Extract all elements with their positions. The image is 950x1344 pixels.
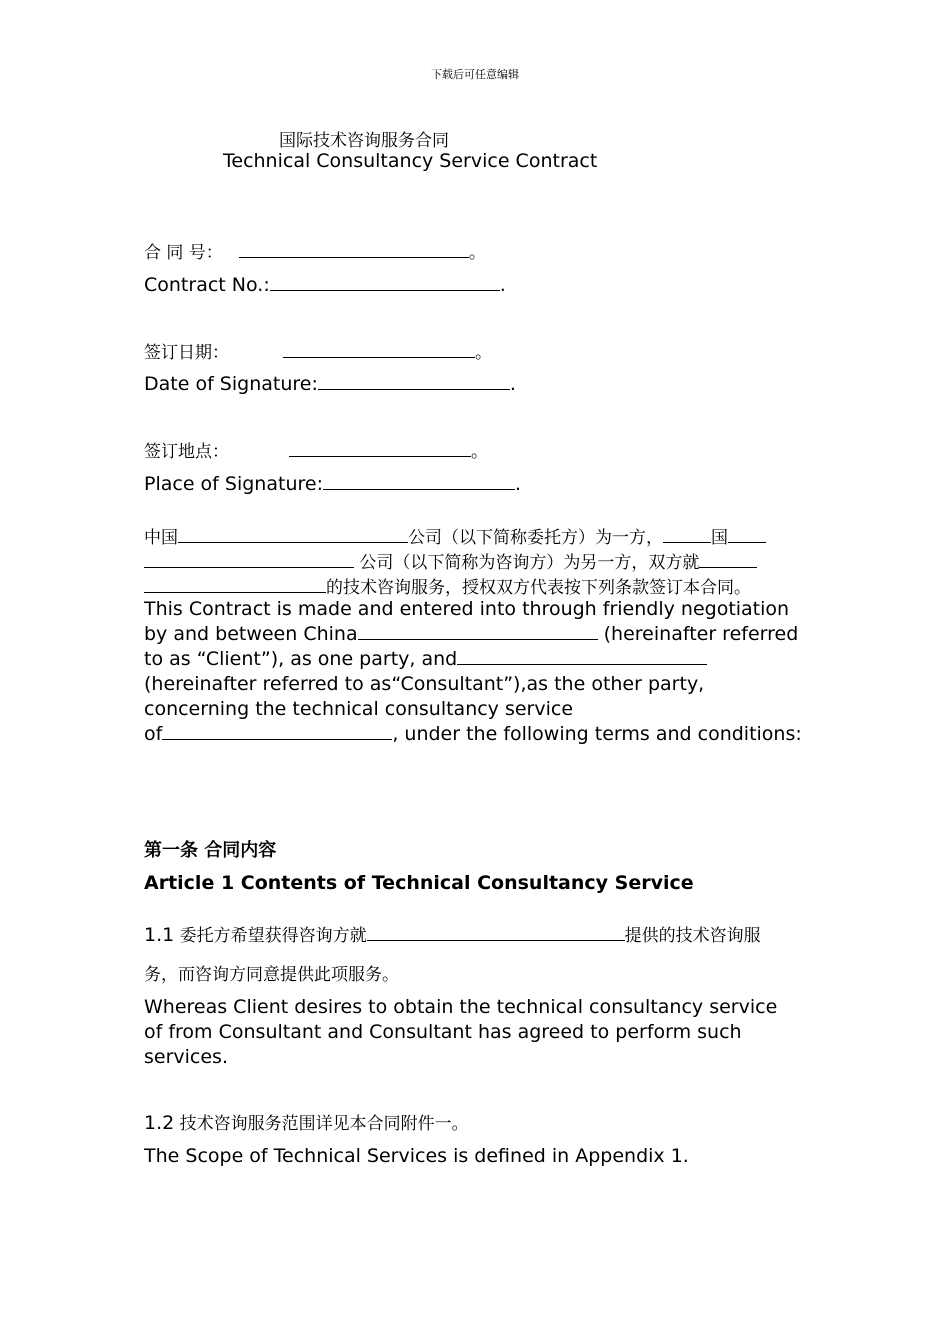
intro-en-text: (hereinafter referred (597, 623, 799, 645)
service-subject-blank-b[interactable] (144, 591, 326, 593)
place-cn-end: 。 (471, 442, 488, 462)
intro-cn-line-3 (144, 573, 751, 598)
date-cn-label: 签订日期： (144, 343, 229, 363)
intro-cn-line-2 (144, 548, 757, 573)
place-cn-blank[interactable] (289, 455, 471, 457)
place-cn-label: 签订地点： (144, 442, 229, 462)
intro-cn-text: 公司（以下简称委托方）为一方， (408, 528, 663, 548)
header-note: 下载后可任意编辑 (431, 68, 519, 81)
consultant-name-blank-a[interactable] (728, 541, 766, 543)
item-number: 1.1 (144, 924, 175, 946)
intro-en-line-1 (144, 598, 789, 620)
contract-no-en-end: . (499, 274, 506, 296)
article-1-heading-cn: 第一条 合同内容 (144, 840, 277, 861)
date-cn-blank[interactable] (283, 356, 475, 358)
intro-en-text: concerning the technical consultancy service (144, 698, 574, 720)
intro-en-text: This Contract is made and entered into through friendly negotiation (144, 598, 790, 620)
item-text: 提供的技术咨询服 (624, 926, 761, 946)
service-subject-blank-a[interactable] (699, 566, 757, 568)
intro-en-line-5 (144, 698, 573, 720)
place-cn-line (144, 437, 488, 462)
intro-en-line-2 (144, 623, 798, 645)
article-1-1-cn-line-2 (144, 960, 399, 985)
contract-no-cn-blank[interactable] (239, 256, 469, 258)
intro-cn-text: 国 (711, 528, 728, 548)
intro-en-text: (hereinafter referred to as“Consultant”),as the other party, (144, 673, 705, 695)
intro-en-text: , under the following terms and conditions: (392, 723, 802, 745)
article-1-1-cn-line-1 (144, 921, 761, 946)
intro-cn-text: 中国 (144, 528, 178, 548)
article-1-1-en-line-1 (144, 996, 777, 1018)
article-1-heading-en: Article 1 Contents of Technical Consultancy Service (144, 872, 694, 894)
title-english: Technical Consultancy Service Contract (223, 150, 598, 172)
intro-en-text: by and between China (144, 623, 358, 645)
date-cn-line (144, 338, 492, 363)
intro-en-text: of (144, 723, 163, 745)
date-en-line (144, 373, 516, 395)
contract-no-en-blank[interactable] (270, 289, 500, 291)
consultant-country-blank[interactable] (663, 541, 711, 543)
item-text: services. (144, 1046, 228, 1068)
consultancy-subject-blank[interactable] (367, 939, 625, 941)
item-text: Whereas Client desires to obtain the technical consultancy service (144, 996, 778, 1018)
date-cn-end: 。 (475, 343, 492, 363)
item-number: 1.2 (144, 1112, 175, 1134)
item-text: The Scope of Technical Services is defined in Appendix 1. (144, 1145, 689, 1167)
intro-en-line-6 (144, 723, 802, 745)
article-1-1-en-line-3 (144, 1046, 228, 1068)
intro-cn-text: 的技术咨询服务，授权双方代表按下列条款签订本合同。 (326, 578, 751, 598)
contract-no-cn-end: 。 (468, 243, 486, 263)
article-1-2-cn-line (144, 1109, 469, 1134)
client-name-en-blank[interactable] (358, 638, 598, 640)
item-text: 技术咨询服务范围详见本合同附件一。 (174, 1114, 469, 1134)
consultant-name-en-blank[interactable] (457, 663, 707, 665)
date-en-label: Date of Signature: (144, 373, 318, 395)
place-en-label: Place of Signature: (144, 473, 323, 495)
item-text: 委托方希望获得咨询方就 (174, 926, 367, 946)
contract-no-cn-label: 合 同 号： (144, 243, 223, 263)
contract-no-en-line (144, 274, 506, 296)
title-chinese: 国际技术咨询服务合同 (279, 131, 449, 151)
intro-en-line-4 (144, 673, 704, 695)
place-en-line (144, 473, 521, 495)
contract-no-en-label: Contract No.: (144, 274, 270, 296)
intro-en-text: to as “Client”), as one party, and (144, 648, 458, 670)
article-1-2-en-line (144, 1145, 689, 1167)
intro-en-line-3 (144, 648, 707, 670)
item-text: of from Consultant and Consultant has agreed to perform such (144, 1021, 742, 1043)
contract-no-cn-line (144, 238, 486, 263)
consultant-name-blank-b[interactable] (144, 566, 354, 568)
intro-cn-text: 公司（以下简称为咨询方）为另一方，双方就 (354, 553, 700, 573)
place-en-blank[interactable] (323, 488, 515, 490)
date-en-end: . (509, 373, 516, 395)
client-name-blank[interactable] (178, 541, 408, 543)
date-en-blank[interactable] (318, 388, 510, 390)
service-subject-en-blank[interactable] (162, 738, 392, 740)
place-en-end: . (514, 473, 522, 495)
item-text: 务，而咨询方同意提供此项服务。 (144, 965, 399, 985)
intro-cn-line-1 (144, 523, 766, 548)
article-1-1-en-line-2 (144, 1021, 742, 1043)
